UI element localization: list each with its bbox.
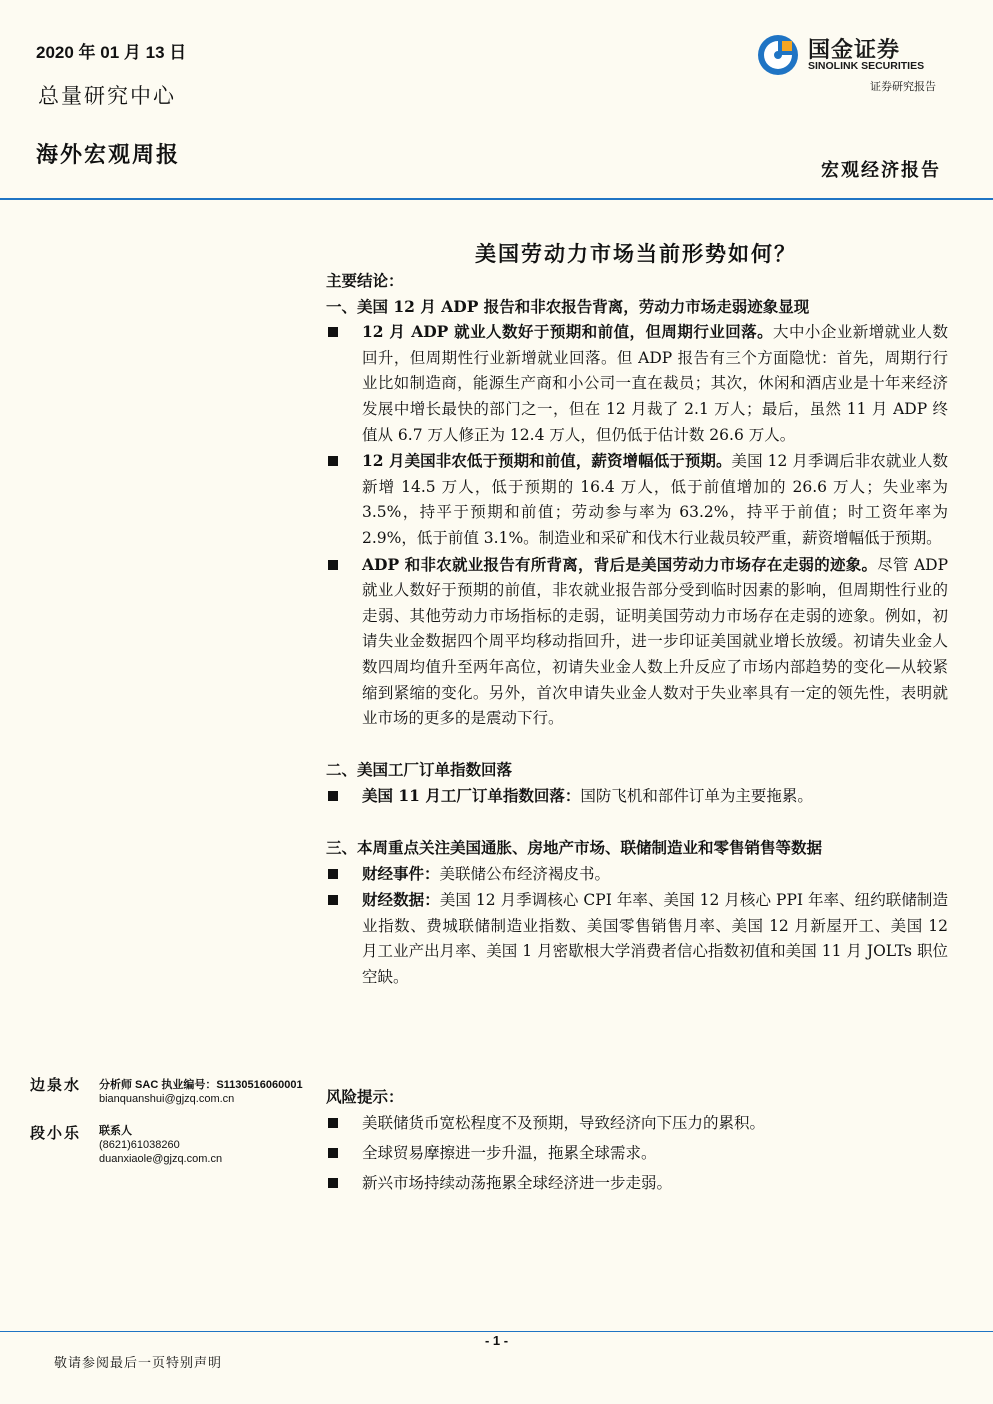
bullet-text: 美国 12 月季调核心 CPI 年率、美国 12 月核心 PPI 年率、纽约联储制造业指数、费城联储制造业指数、美国零售销售月率、美国 12 月新屋开工、美国 12 月工业产出月率、美国 1 月密歇根大学消费者信心指数初值和美国 11 月 JOLTs 职位空缺。 — [362, 891, 948, 987]
author-name: 边泉水 — [30, 1076, 82, 1094]
section-heading: 三、本周重点关注美国通胀、房地产市场、联储制造业和零售销售等数据 — [326, 838, 823, 858]
risk-section — [326, 1086, 948, 1198]
sinolink-logo-icon — [756, 33, 802, 77]
footer-disclaimer: 敬请参阅最后一页特别声明 — [54, 1356, 223, 1371]
section-heading: 二、美国工厂订单指数回落 — [326, 760, 513, 780]
risk-item: 美联储货币宽松程度不及预期，导致经济向下压力的累积。 — [326, 1108, 948, 1138]
bullet-item — [326, 319, 948, 448]
bullet-lead: ADP 和非农就业报告有所背离，背后是美国劳动力市场存在走弱的迹象。 — [362, 554, 878, 574]
bullet-text: 美国 12 月季调后非农就业人数新增 14.5 万人，低于预期的 16.4 万人，低于前值增加的 26.6 万人；失业率为 3.5%，持平于预期和前值；劳动参与率为 63.2%，持平于前值；时工资年率为 2.9%，低于前值 3.1%。制造业和采矿和伐木行业裁员较严重，薪资增幅低于预期。 — [362, 452, 949, 547]
main-conclusions-label: 主要结论： — [326, 271, 404, 290]
author-email[interactable]: bianquanshui@gjzq.com.cn — [99, 1093, 235, 1105]
author-role: 分析师 SAC 执业编号：S1130516060001 — [99, 1079, 303, 1091]
bullet-item — [326, 861, 948, 888]
author-phone: (8621)61038260 — [99, 1139, 180, 1151]
main-conclusions — [326, 268, 948, 991]
report-type: 海外宏观周报 — [36, 142, 181, 168]
author-info — [99, 1124, 222, 1166]
header-divider — [0, 198, 993, 200]
author-info — [99, 1078, 303, 1106]
bullet-lead: 12 月美国非农低于预期和前值，薪资增幅低于预期。 — [362, 451, 732, 471]
bullet-text: 大中小企业新增就业人数回升，但周期性行业新增就业回落。但 ADP 报告有三个方面隐忧：首先，周期行行业比如制造商，能源生产商和小公司一直在裁员；其次，休闲和酒店业是十年来经济发展中增长最快的部门之一，但在 12 月裁了 2.1 万人；最后，虽然 11 月 ADP 终值从 6.7 万人修正为 12.4 万人，但仍低于估计数 26.6 万人。 — [362, 323, 948, 444]
report-date: 2020 年 01 月 13 日 — [36, 43, 187, 62]
risk-label: 风险提示： — [326, 1087, 404, 1106]
page-number: - 1 - — [484, 1333, 509, 1348]
bullet-lead: 财经事件： — [362, 863, 440, 883]
report-category: 宏观经济报告 — [821, 160, 941, 181]
author-name: 段小乐 — [30, 1124, 82, 1142]
risk-item: 全球贸易摩擦进一步升温，拖累全球需求。 — [326, 1138, 948, 1168]
bullet-text: 美联储公布经济褐皮书。 — [439, 864, 611, 883]
bullet-lead: 财经数据： — [362, 890, 440, 910]
logo-english-name: SINOLINK SECURITIES — [808, 60, 925, 72]
bullet-lead: 美国 11 月工厂订单指数回落： — [362, 785, 581, 805]
report-title: 美国劳动力市场当前形势如何？ — [475, 241, 797, 266]
logo-subtitle: 证券研究报告 — [870, 80, 936, 93]
department: 总量研究中心 — [38, 84, 176, 108]
author-email[interactable]: duanxiaole@gjzq.com.cn — [99, 1153, 223, 1165]
risk-item: 新兴市场持续动荡拖累全球经济进一步走弱。 — [326, 1168, 948, 1198]
bullet-item — [326, 887, 948, 990]
bullet-text: 国防飞机和部件订单为主要拖累。 — [580, 786, 813, 805]
section-heading: 一、美国 12 月 ADP 报告和非农报告背离，劳动力市场走弱迹象显现 — [326, 296, 810, 316]
bullet-lead: 12 月 ADP 就业人数好于预期和前值，但周期行业回落。 — [362, 322, 774, 342]
bullet-text: 尽管 ADP 就业人数好于预期的前值，非农就业报告部分受到临时因素的影响，但周期性行业的走弱、其他劳动力市场指标的走弱，证明美国劳动力市场存在走弱的迹象。例如，初请失业金数据四个周平均移动指回升，进一步印证美国就业增长放缓。初请失业金人数四周均值升至两年高位，初请失业金人数上升反应了市场内部趋势的变化—从较紧缩到紧缩的变化。另外，首次申请失业金人数对于失业率具有一定的领先性，表明就业市场的更多的是震动下行。 — [362, 555, 948, 728]
logo-chinese-name: 国金证券 — [808, 38, 901, 63]
author-role: 联系人 — [99, 1125, 132, 1137]
bullet-item — [326, 448, 948, 551]
bullet-item — [326, 783, 948, 810]
sinolink-logo — [756, 33, 944, 77]
footer-divider — [0, 1331, 993, 1332]
bullet-item — [326, 552, 948, 732]
